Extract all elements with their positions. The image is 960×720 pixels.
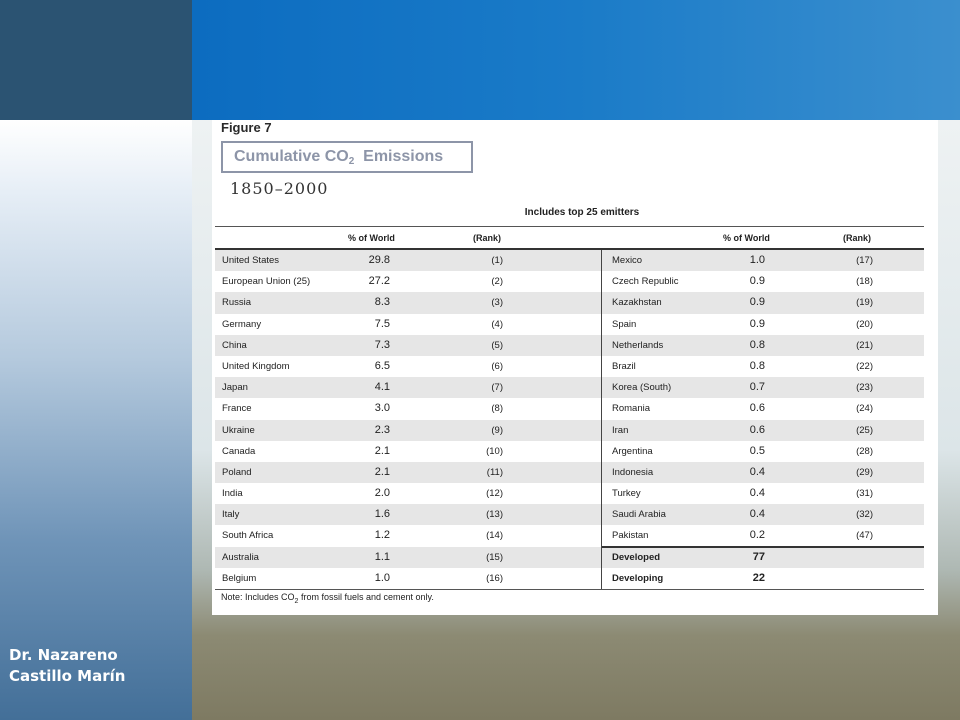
author-name [9, 645, 189, 687]
column-divider [601, 250, 602, 589]
right-rank-cell: (18) [856, 276, 873, 288]
table-row [215, 420, 924, 441]
left-rank-cell: (11) [486, 466, 503, 478]
left-rank-cell: (10) [486, 445, 503, 457]
right-country-cell: Mexico [612, 255, 643, 266]
left-rank-cell: (16) [486, 572, 503, 584]
left-country-cell: Poland [222, 466, 252, 478]
table-row [215, 441, 924, 462]
right-rank-cell: (23) [856, 382, 873, 394]
left-pct-cell: 1.0 [374, 571, 390, 584]
left-rank-cell: (12) [486, 488, 503, 500]
right-country-cell: Developed [612, 551, 661, 563]
left-rank-cell: (5) [491, 339, 503, 351]
right-rank-cell: (19) [856, 297, 873, 309]
right-country-cell: Czech Republic [612, 276, 679, 288]
left-pct-cell: 1.2 [374, 529, 390, 542]
right-rank-cell: (24) [856, 403, 873, 415]
figure-title-subscript: 2 [348, 156, 355, 167]
left-pct-cell: 1.1 [374, 550, 390, 563]
figure-title-main: Cumulative CO [234, 148, 349, 165]
left-pct-cell: 1.6 [374, 508, 390, 521]
left-pct-cell: 2.3 [374, 423, 390, 436]
right-pct-cell: 0.7 [749, 381, 765, 394]
left-pct-cell: 2.1 [374, 465, 390, 478]
left-rank-cell: (9) [491, 424, 503, 436]
right-country-cell: Pakistan [612, 530, 649, 542]
table-row [215, 525, 924, 546]
figure-label: Figure 7 [221, 120, 272, 135]
table-row [215, 271, 924, 292]
right-pct-cell: 0.4 [749, 465, 765, 478]
sidebar-header-block [0, 0, 192, 120]
left-country-cell: Belgium [222, 572, 257, 584]
left-sidebar [0, 120, 192, 720]
left-pct-cell: 27.2 [368, 275, 390, 288]
right-rank-cell: (22) [856, 360, 873, 372]
left-country-cell: Russia [222, 297, 252, 309]
right-country-cell: Developing [612, 572, 664, 584]
left-country-cell: India [222, 488, 243, 500]
left-pct-cell: 2.0 [374, 487, 390, 500]
right-rank-cell: (32) [856, 509, 873, 521]
right-pct-cell: 0.8 [749, 359, 765, 372]
right-country-cell: Brazil [612, 360, 636, 372]
summary-separator [602, 546, 924, 548]
left-rank-cell: (7) [491, 382, 503, 394]
right-rank-cell: (25) [856, 424, 873, 436]
left-country-cell: China [222, 339, 247, 351]
table-row [215, 377, 924, 398]
right-pct-cell: 1.0 [749, 254, 765, 266]
right-country-cell: Netherlands [612, 339, 664, 351]
left-country-cell: South Africa [222, 530, 274, 542]
header-rank-right: (Rank) [843, 233, 872, 243]
right-rank-cell: (17) [856, 255, 873, 266]
emissions-table [215, 226, 924, 590]
right-country-cell: Saudi Arabia [612, 509, 666, 521]
left-country-cell: Japan [222, 382, 248, 394]
table-row [215, 292, 924, 313]
left-country-cell: United States [222, 255, 280, 266]
author-line-2: Castillo Marín [9, 667, 126, 685]
left-rank-cell: (8) [491, 403, 503, 415]
right-country-cell: Indonesia [612, 466, 654, 478]
right-pct-cell: 77 [752, 550, 765, 563]
right-country-cell: Spain [612, 318, 637, 330]
right-country-cell: Romania [612, 403, 651, 415]
right-country-cell: Iran [612, 424, 629, 436]
right-country-cell: Kazakhstan [612, 297, 662, 309]
left-rank-cell: (2) [491, 276, 503, 288]
right-pct-cell: 0.6 [749, 402, 765, 415]
right-pct-cell: 0.9 [749, 317, 765, 330]
right-pct-cell: 0.4 [749, 487, 765, 500]
right-rank-cell: (21) [856, 339, 873, 351]
right-rank-cell: (31) [856, 488, 873, 500]
author-line-1: Dr. Nazareno [9, 646, 118, 664]
left-pct-cell: 8.3 [374, 296, 390, 309]
right-rank-cell: (28) [856, 445, 873, 457]
left-country-cell: Canada [222, 445, 256, 457]
right-country-cell: Turkey [612, 488, 641, 500]
left-rank-cell: (14) [486, 530, 503, 542]
footnote-text-1: Note: Includes CO [221, 592, 295, 602]
left-rank-cell: (15) [486, 551, 503, 563]
header-rank-left: (Rank) [473, 233, 502, 243]
figure-title-end: Emissions [363, 148, 444, 165]
left-rank-cell: (6) [491, 360, 503, 372]
left-country-cell: Italy [222, 509, 240, 521]
left-pct-cell: 7.3 [374, 338, 390, 351]
footnote-subscript: 2 [294, 597, 299, 605]
right-rank-cell: (29) [856, 466, 873, 478]
table-row [215, 568, 924, 589]
right-country-cell: Argentina [612, 445, 653, 457]
left-pct-cell: 3.0 [374, 402, 390, 415]
left-rank-cell: (3) [491, 297, 503, 309]
left-country-cell: France [222, 403, 252, 415]
top-banner [192, 0, 960, 120]
right-pct-cell: 22 [752, 571, 765, 584]
left-pct-cell: 2.1 [374, 444, 390, 457]
right-pct-cell: 0.6 [749, 423, 765, 436]
left-pct-cell: 4.1 [374, 381, 390, 394]
footnote-text-2: from fossil fuels and cement only. [298, 592, 434, 602]
header-pct-left: % of World [348, 233, 395, 243]
table-subtitle: Includes top 25 emitters [524, 207, 640, 218]
table-row [215, 314, 924, 335]
table-row [215, 398, 924, 419]
table-row [215, 504, 924, 525]
table-footnote [221, 592, 434, 605]
table-row [215, 462, 924, 483]
right-rank-cell: (47) [856, 530, 873, 542]
right-pct-cell: 0.4 [749, 508, 765, 521]
left-country-cell: Ukraine [222, 424, 255, 436]
table-row [215, 250, 924, 271]
left-country-cell: United Kingdom [222, 360, 290, 372]
right-pct-cell: 0.9 [749, 296, 765, 309]
right-pct-cell: 0.8 [749, 338, 765, 351]
table-row [215, 335, 924, 356]
right-pct-cell: 0.2 [749, 529, 765, 542]
left-rank-cell: (4) [491, 318, 503, 330]
right-country-cell: Korea (South) [612, 382, 672, 394]
right-pct-cell: 0.5 [749, 444, 765, 457]
table-row [215, 483, 924, 504]
left-country-cell: Germany [222, 318, 262, 330]
right-rank-cell: (20) [856, 318, 873, 330]
header-pct-right: % of World [723, 233, 770, 243]
right-pct-cell: 0.9 [749, 275, 765, 288]
left-pct-cell: 7.5 [374, 317, 390, 330]
left-pct-cell: 29.8 [368, 254, 390, 266]
figure-years: 1850–2000 [230, 179, 329, 198]
table-row [215, 356, 924, 377]
table-header [215, 227, 924, 250]
left-rank-cell: (13) [486, 509, 503, 521]
figure-panel [212, 120, 938, 615]
left-country-cell: European Union (25) [222, 276, 311, 288]
left-rank-cell: (1) [491, 255, 503, 266]
left-country-cell: Australia [222, 551, 259, 563]
table-body [215, 250, 924, 589]
table-row [215, 547, 924, 568]
left-pct-cell: 6.5 [374, 359, 390, 372]
figure-title [221, 141, 473, 173]
